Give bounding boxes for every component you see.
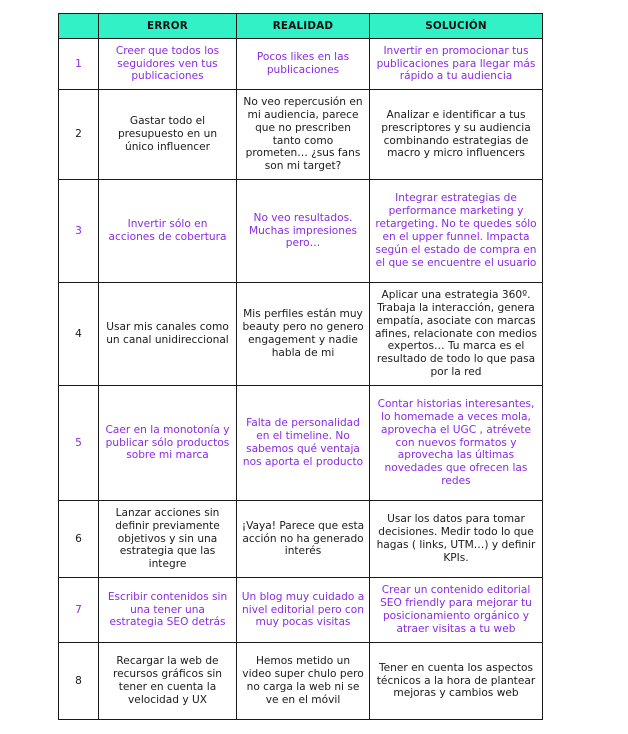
row-number: 4 <box>59 283 99 386</box>
row-number: 8 <box>59 643 99 720</box>
solucion-cell: Usar los datos para tomar decisiones. Medir todo lo que hagas ( links, UTM…) y definir KPIs. <box>370 501 543 578</box>
solucion-cell: Tener en cuenta los aspectos técnicos a la hora de plantear mejoras y cambios web <box>370 643 543 720</box>
realidad-cell: No veo repercusión en mi audiencia, parece que no prescriben tanto como prometen… ¿sus fans son mi target? <box>237 90 370 180</box>
table-row <box>59 39 543 90</box>
error-cell: Invertir sólo en acciones de cobertura <box>99 180 237 283</box>
error-cell: Lanzar acciones sin definir previamente objetivos y sin una estrategia que las integre <box>99 501 237 578</box>
table-row <box>59 180 543 283</box>
error-cell: Usar mis canales como un canal unidireccional <box>99 283 237 386</box>
row-number: 3 <box>59 180 99 283</box>
error-cell: Creer que todos los seguidores ven tus publicaciones <box>99 39 237 90</box>
realidad-cell: Falta de personalidad en el timeline. No sabemos qué ventaja nos aporta el producto <box>237 386 370 501</box>
table-row <box>59 386 543 501</box>
row-number: 1 <box>59 39 99 90</box>
error-cell: Escribir contenidos sin una tener una estrategia SEO detrás <box>99 578 237 643</box>
solucion-cell: Integrar estrategias de performance marketing y retargeting. No te quedes sólo en el upper funnel. Impacta según el estado de compra en el que se encuentre el usuario <box>370 180 543 283</box>
errors-table <box>58 13 543 720</box>
row-number: 2 <box>59 90 99 180</box>
realidad-cell: No veo resultados. Muchas impresiones pero… <box>237 180 370 283</box>
table-header-row <box>59 14 543 39</box>
error-cell: Gastar todo el presupuesto en un único influencer <box>99 90 237 180</box>
error-cell: Caer en la monotonía y publicar sólo productos sobre mi marca <box>99 386 237 501</box>
header-solucion: SOLUCIÓN <box>370 14 543 39</box>
row-number: 5 <box>59 386 99 501</box>
table-row <box>59 90 543 180</box>
solucion-cell: Aplicar una estrategia 360º. Trabaja la interacción, genera empatía, asociate con marcas afines, relacionate con medios expertos… Tu marca es el resultado de todo lo que pasa por la red <box>370 283 543 386</box>
row-number: 6 <box>59 501 99 578</box>
solucion-cell: Contar historias interesantes, lo homemade a veces mola, aprovecha el UGC , atrévete con nuevos formatos y aprovecha las últimas novedades que ofrecen las redes <box>370 386 543 501</box>
header-number <box>59 14 99 39</box>
error-cell: Recargar la web de recursos gráficos sin tener en cuenta la velocidad y UX <box>99 643 237 720</box>
table-row <box>59 578 543 643</box>
table-row <box>59 643 543 720</box>
solucion-cell: Analizar e identificar a tus prescriptores y su audiencia combinando estrategias de macro y micro influencers <box>370 90 543 180</box>
header-error: ERROR <box>99 14 237 39</box>
realidad-cell: Pocos likes en las publicaciones <box>237 39 370 90</box>
solucion-cell: Crear un contenido editorial SEO friendly para mejorar tu posicionamiento orgánico y atraer visitas a tu web <box>370 578 543 643</box>
realidad-cell: ¡Vaya! Parece que esta acción no ha generado interés <box>237 501 370 578</box>
row-number: 7 <box>59 578 99 643</box>
solucion-cell: Invertir en promocionar tus publicaciones para llegar más rápido a tu audiencia <box>370 39 543 90</box>
realidad-cell: Mis perfiles están muy beauty pero no genero engagement y nadie habla de mi <box>237 283 370 386</box>
table-row <box>59 501 543 578</box>
realidad-cell: Un blog muy cuidado a nivel editorial pero con muy pocas visitas <box>237 578 370 643</box>
table-row <box>59 283 543 386</box>
header-realidad: REALIDAD <box>237 14 370 39</box>
realidad-cell: Hemos metido un video super chulo pero no carga la web ni se ve en el móvil <box>237 643 370 720</box>
